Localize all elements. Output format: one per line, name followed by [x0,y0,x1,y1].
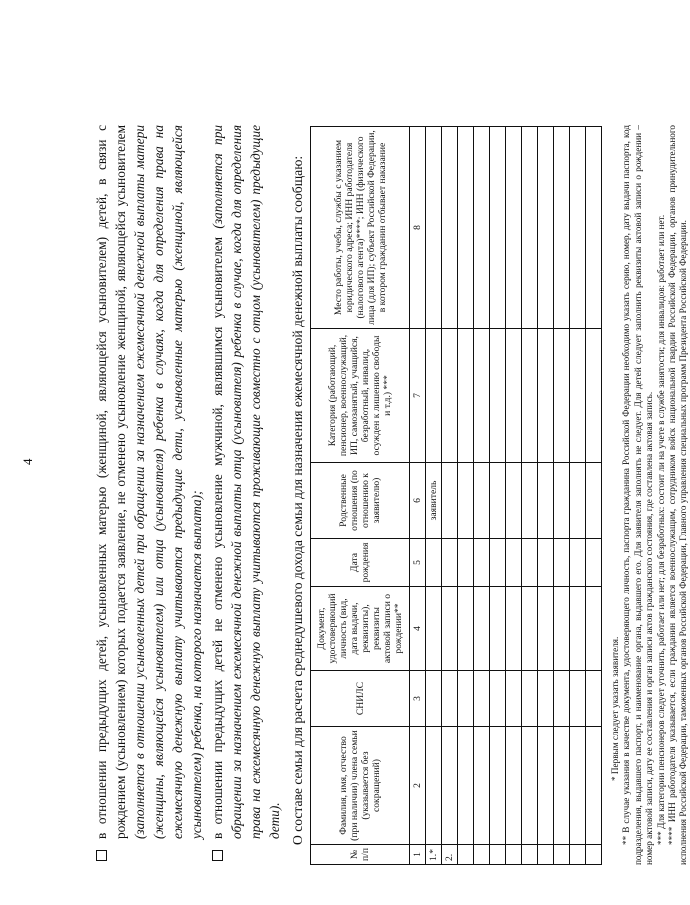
table-cell[interactable] [522,463,538,539]
row-number-cell[interactable] [570,845,586,865]
table-cell[interactable] [554,539,570,587]
footnote-4: **** ИНН работодателя указывается, если гражданин является военнослужащим, сотрудником войск национальной гвардии Российской Федерации, органов принудительного исполнения Российской Федерации, таможенных органов Российской Федерации, Главного управления специальных программ Президента Российской Федерации. [667,125,689,865]
table-cell[interactable] [490,727,506,845]
table-cell[interactable] [586,127,602,329]
table-cell[interactable] [458,671,474,727]
table-cell[interactable] [586,329,602,463]
table-cell[interactable] [458,539,474,587]
table-cell[interactable] [490,539,506,587]
table-cell[interactable] [554,727,570,845]
table-cell[interactable] [554,463,570,539]
table-cell[interactable] [538,127,554,329]
table-cell[interactable] [474,539,490,587]
table-row [426,127,442,865]
table-caption: О составе семьи для расчета среднедушевого дохода семьи для назначения ежемесячной денежной выплаты сообщаю: [290,155,305,845]
table-cell[interactable] [586,587,602,671]
table-cell[interactable] [506,671,522,727]
table-cell[interactable] [474,587,490,671]
table-cell[interactable] [538,463,554,539]
footnote-3: *** Для категории пенсионеров следует уточнить, работает или нет; для безработных: состоит ли на учете в службе занятости; для инвалидов: работает или нет. [655,214,666,845]
table-cell[interactable]: заявитель [426,463,442,539]
column-number: 7 [410,329,426,463]
table-body [426,127,602,865]
header-category: Категория (работающий, пенсионер, военнослужащий, ИП, самозанятый, учащийся, безработный, инвалид, осужден к лишению свободы и т.д.) *** [311,329,410,463]
table-cell[interactable] [570,329,586,463]
table-cell[interactable] [522,671,538,727]
table-row [490,127,506,865]
paragraph-adoption-by-mother [92,125,206,865]
table-column-numbers-row [410,127,426,865]
column-number: 3 [410,671,426,727]
row-number-cell[interactable] [458,845,474,865]
table-cell[interactable] [442,727,458,845]
table-row [570,127,586,865]
table-cell[interactable] [570,463,586,539]
table-cell[interactable] [426,127,442,329]
table-row [554,127,570,865]
table-row [586,127,602,865]
paragraph-note: (заполняется при обращении за назначением ежемесячной денежной выплаты отца (усыновителя) ребенка в случае, когда для определения права на ежемесячную денежную выплату учитываются проживающие совместно с отцом (усыновителем) предыдущие дети). [210,125,282,839]
row-number-cell[interactable] [538,845,554,865]
table-row [538,127,554,865]
table-cell[interactable] [522,539,538,587]
table-cell[interactable] [490,587,506,671]
row-number-cell[interactable] [506,845,522,865]
table-cell[interactable] [474,727,490,845]
table-cell[interactable] [570,671,586,727]
paragraph-note: (заполняется в отношении усыновленных детей при обращении за назначением ежемесячной денежной выплаты матери (женщины, являющейся усыновителем) или отца (усыновителя) ребенка в случаях, когда для определения права на ежемесячную денежную выплату учитываются предыдущие дети, усыновленные матерью (женщиной, являющейся усыновителем) ребенка, на которого назначается выплата); [132,125,204,839]
table-cell[interactable] [538,329,554,463]
table-cell[interactable] [554,587,570,671]
table-row [458,127,474,865]
table-cell[interactable] [522,329,538,463]
table-cell[interactable] [442,539,458,587]
header-number: № п/п [311,845,410,865]
table-cell[interactable] [458,727,474,845]
table-cell[interactable] [538,727,554,845]
table-cell[interactable] [458,587,474,671]
table-cell[interactable] [506,587,522,671]
table-cell[interactable] [522,727,538,845]
table-cell[interactable] [506,539,522,587]
table-cell[interactable] [554,127,570,329]
column-number: 6 [410,463,426,539]
row-number-cell[interactable]: 2. [442,845,458,865]
table-cell[interactable] [474,463,490,539]
row-number-cell[interactable] [554,845,570,865]
header-relationship: Родственные отношения (по отношению к заявителю) [311,463,410,539]
column-number: 4 [410,587,426,671]
table-row [522,127,538,865]
table-cell[interactable] [458,463,474,539]
column-number: 8 [410,127,426,329]
table-cell[interactable] [506,463,522,539]
table-cell[interactable] [442,671,458,727]
table-cell[interactable] [570,539,586,587]
table-cell[interactable] [474,671,490,727]
paragraph-lead: в отношении предыдущих детей, усыновленных матерью (женщиной, являющейся усыновителем) детей, в связи с рождением (усыновлением) которых подается заявление, не отменено усыновление женщиной, являющейся усыновителем [94,125,128,839]
header-birth-date: Дата рождения [311,539,410,587]
page-content [92,125,690,865]
paragraph-adoption-by-father [208,125,284,865]
table-cell[interactable] [570,587,586,671]
table-cell[interactable] [426,539,442,587]
table-cell[interactable] [522,587,538,671]
table-cell[interactable] [474,329,490,463]
row-number-cell[interactable] [522,845,538,865]
table-cell[interactable] [570,727,586,845]
checkbox-adoption-by-mother[interactable] [96,850,107,861]
table-row [474,127,490,865]
header-full-name: Фамилия, имя, отчество (при наличии) члена семьи (указывается без сокращений) [311,727,410,845]
table-cell[interactable] [490,671,506,727]
column-number: 2 [410,727,426,845]
table-cell[interactable] [490,329,506,463]
table-cell[interactable] [570,127,586,329]
table-cell[interactable] [474,127,490,329]
header-snils: СНИЛС [311,671,410,727]
table-cell[interactable] [426,587,442,671]
table-cell[interactable] [538,539,554,587]
table-cell[interactable] [490,127,506,329]
checkbox-adoption-by-father[interactable] [212,850,223,861]
table-cell[interactable] [506,127,522,329]
footnote-1: * Первым следует указать заявителя. [610,636,620,781]
header-workplace: Место работы, учебы, службы с указанием юридического адреса; ИНН работодателя (налогового агента)****; ИНН (физического лица (для ИП); субъект Российской Федерации, в котором гражданин отбывает наказание [311,127,410,329]
table-row [506,127,522,865]
row-number-cell[interactable]: 1.* [426,845,442,865]
table-cell[interactable] [538,587,554,671]
paragraph-lead: в отношении предыдущих детей не отменено усыновление мужчиной, являвшимся усыновителем [210,236,225,839]
table-cell[interactable] [538,671,554,727]
row-number-cell[interactable] [474,845,490,865]
column-number: 5 [410,539,426,587]
table-row [442,127,458,865]
table-cell[interactable] [586,539,602,587]
table-cell[interactable] [458,329,474,463]
table-cell[interactable] [490,463,506,539]
table-cell[interactable] [586,727,602,845]
table-cell[interactable] [442,587,458,671]
header-identity-document: Документ, удостоверяющий личность (вид, дата выдачи, реквизиты), реквизиты актовой записи о рождении** [311,587,410,671]
footnotes [610,125,690,865]
table-cell[interactable] [554,671,570,727]
table-header-row [311,127,410,865]
table-cell[interactable] [506,329,522,463]
table-cell[interactable] [442,127,458,329]
table-cell[interactable] [586,671,602,727]
table-cell[interactable] [554,329,570,463]
table-cell[interactable] [442,329,458,463]
table-cell[interactable] [426,329,442,463]
table-cell[interactable] [506,727,522,845]
row-number-cell[interactable] [586,845,602,865]
table-cell[interactable] [522,127,538,329]
table-cell[interactable] [586,463,602,539]
column-number: 1 [410,845,426,865]
family-composition-table [310,126,602,865]
row-number-cell[interactable] [490,845,506,865]
table-cell[interactable] [458,127,474,329]
table-cell[interactable] [426,671,442,727]
page-number: 4 [20,458,35,465]
table-cell[interactable] [426,727,442,845]
table-cell[interactable] [442,463,458,539]
footnote-2: ** В случае указания в качестве документа, удостоверяющего личность, паспорта гражданина Российской Федерации необходимо указать серию, номер, дату выдачи паспорта, код подразделения, выдавшего паспорт, и наименование органа, выдавшего его. Для заявителя заполнять не следует. Для детей следует заполнить реквизиты актовой записи о рождении – номер актовой записи, дату ее составления и орган записи актов гражданского состояния, где составлена актовая запись. [621,125,655,865]
